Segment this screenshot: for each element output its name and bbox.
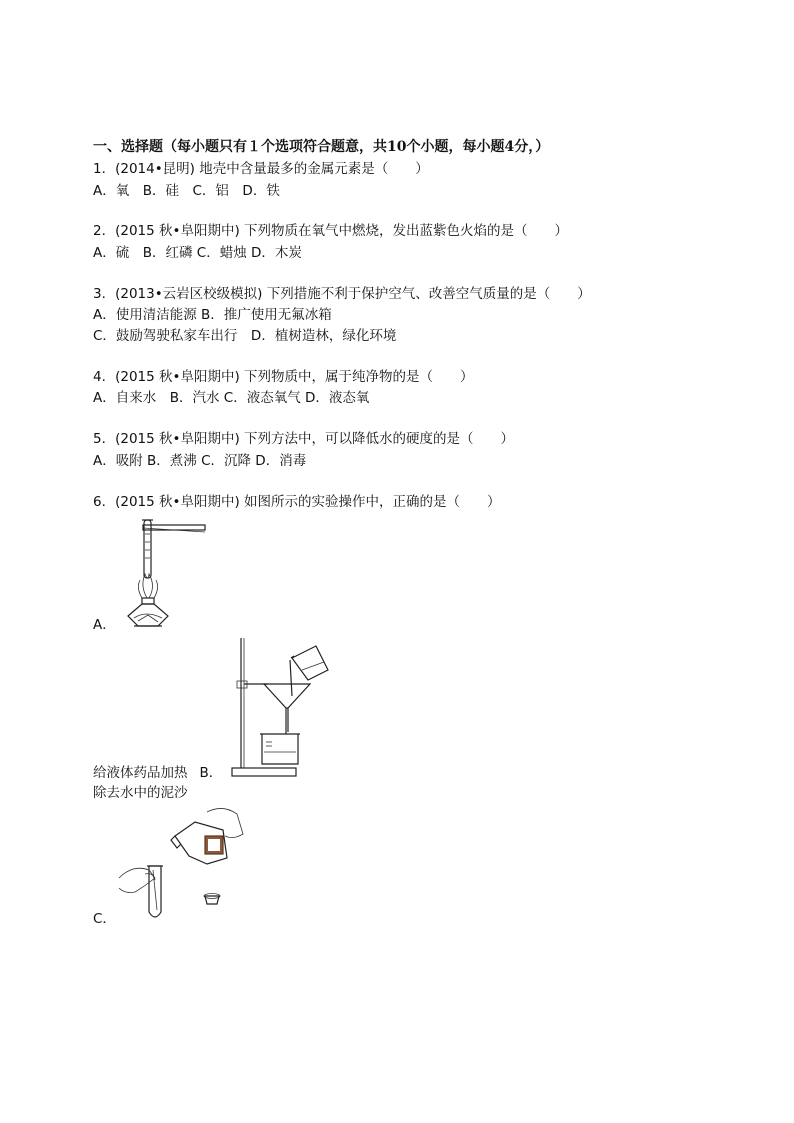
question-5-stem: 5．(2015 秋•阜阳期中) 下列方法中，可以降低水的硬度的是（ ）: [93, 431, 515, 447]
figure-b-filtration: [228, 634, 333, 780]
question-4-options: A．自来水 B．汽水 C．液态氧气 D．液态氧: [93, 390, 370, 406]
figure-c-pouring-liquid: [115, 800, 250, 922]
question-3-stem: 3．(2013•云岩区校级模拟) 下列措施不利于保护空气、改善空气质量的是（ ）: [93, 286, 591, 302]
question-4-stem: 4．(2015 秋•阜阳期中) 下列物质中，属于纯净物的是（ ）: [93, 369, 474, 385]
figure-b-caption: 除去水中的泥沙: [93, 785, 188, 801]
figure-a-caption-text: 给液体药品加热: [93, 765, 188, 781]
figure-a-label: A．: [93, 617, 116, 633]
figure-a-heating-liquid: [118, 512, 213, 632]
question-6-stem: 6．(2015 秋•阜阳期中) 如图所示的实验操作中，正确的是（ ）: [93, 494, 501, 510]
question-5-options: A．吸附 B．煮沸 C．沉降 D．消毒: [93, 453, 307, 469]
figure-a-caption: [93, 764, 222, 782]
question-3-options-line-2: C．鼓励驾驶私家车出行 D．植树造林，绿化环境: [93, 328, 397, 344]
question-2-stem: 2．(2015 秋•阜阳期中) 下列物质在氧气中燃烧，发出蓝紫色火焰的是（ ）: [93, 223, 569, 239]
question-1-options: A．氧 B．硅 C．铝 D．铁: [93, 183, 280, 199]
figure-c-label: C．: [93, 911, 116, 927]
question-1-stem: 1．(2014•昆明) 地壳中含量最多的金属元素是（ ）: [93, 161, 429, 177]
question-3-options-line-1: A．使用清洁能源 B．推广使用无氟冰箱: [93, 307, 332, 323]
question-2-options: A．硫 B．红磷 C．蜡烛 D．木炭: [93, 245, 302, 261]
section-heading: 一、选择题（每小题只有１个选项符合题意，共10个小题，每小题4分，）: [93, 139, 550, 155]
figure-b-label: B．: [199, 765, 223, 781]
